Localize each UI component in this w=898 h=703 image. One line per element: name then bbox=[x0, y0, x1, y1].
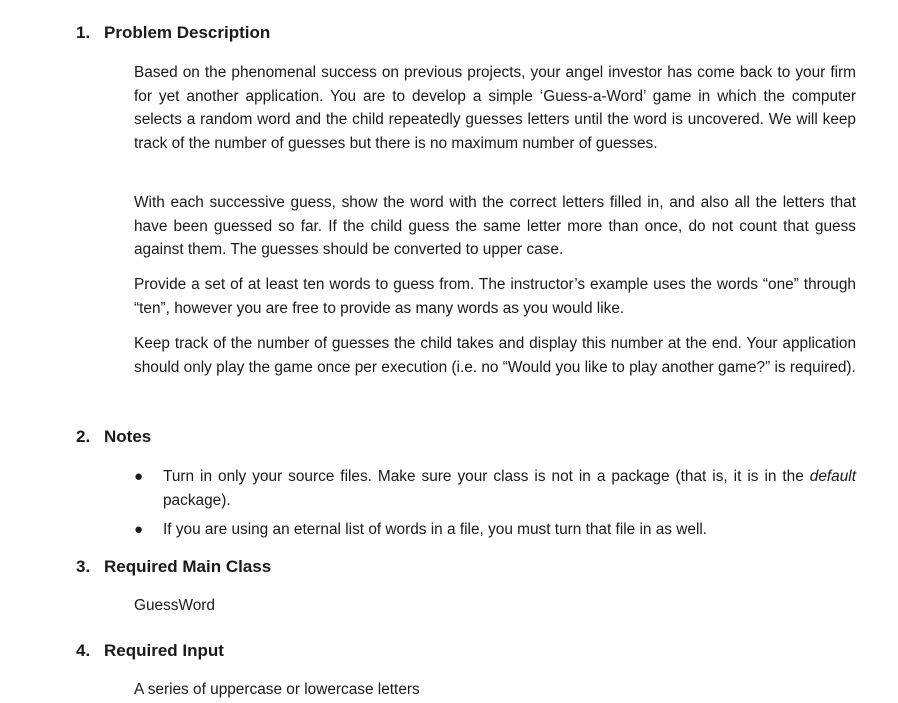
notes-bullet-item bbox=[134, 465, 856, 512]
section-title: Required Main Class bbox=[104, 557, 272, 576]
bullet-icon: ● bbox=[134, 468, 144, 485]
bullet-icon: ● bbox=[134, 521, 144, 538]
section-title: Required Input bbox=[104, 641, 224, 660]
section-heading-notes bbox=[76, 426, 151, 448]
bullet-text-part: package). bbox=[163, 491, 231, 509]
section-heading-problem-description bbox=[76, 22, 270, 44]
required-input-text: A series of uppercase or lowercase letters bbox=[134, 681, 420, 698]
problem-paragraph-4: Keep track of the number of guesses the child takes and display this number at the end. Your application should only play the game once per execution (i.e. no “Would you like to play another game?” is required). bbox=[134, 335, 856, 376]
main-class-name: GuessWord bbox=[134, 597, 215, 614]
problem-paragraph-2: With each successive guess, show the word with the correct letters filled in, and also all the letters that have been guessed so far. If the child guess the same letter more than once, do not count that guess against them. The guesses should be converted to upper case. bbox=[134, 194, 856, 258]
bullet-text: If you are using an eternal list of words in a file, you must turn that file in as well. bbox=[163, 521, 708, 538]
section-number: 1. bbox=[76, 23, 91, 42]
notes-bullet-item bbox=[134, 518, 856, 542]
section-number: 3. bbox=[76, 557, 91, 576]
section-number: 4. bbox=[76, 641, 91, 660]
section-heading-required-main-class bbox=[76, 556, 271, 578]
bullet-text-part: Turn in only your source files. Make sure your class is not in a package (that is, it is in the bbox=[163, 468, 810, 485]
section-number: 2. bbox=[76, 427, 91, 446]
bullet-text bbox=[163, 465, 856, 512]
section-heading-required-input bbox=[76, 640, 224, 662]
section-title: Notes bbox=[104, 427, 152, 446]
section-title: Problem Description bbox=[104, 23, 271, 42]
problem-paragraph-1: Based on the phenomenal success on previous projects, your angel investor has come back to your firm for yet another application. You are to develop a simple ‘Guess-a-Word’ game in which the computer selects a random word and the child repeatedly guesses letters until the word is uncovered. We will keep track of the number of guesses but there is no maximum number of guesses. bbox=[134, 64, 856, 152]
bullet-italic-text: default bbox=[809, 468, 856, 485]
problem-paragraph-3: Provide a set of at least ten words to guess from. The instructor’s example uses the words “one” through “ten”, however you are free to provide as many words as you would like. bbox=[134, 276, 856, 317]
